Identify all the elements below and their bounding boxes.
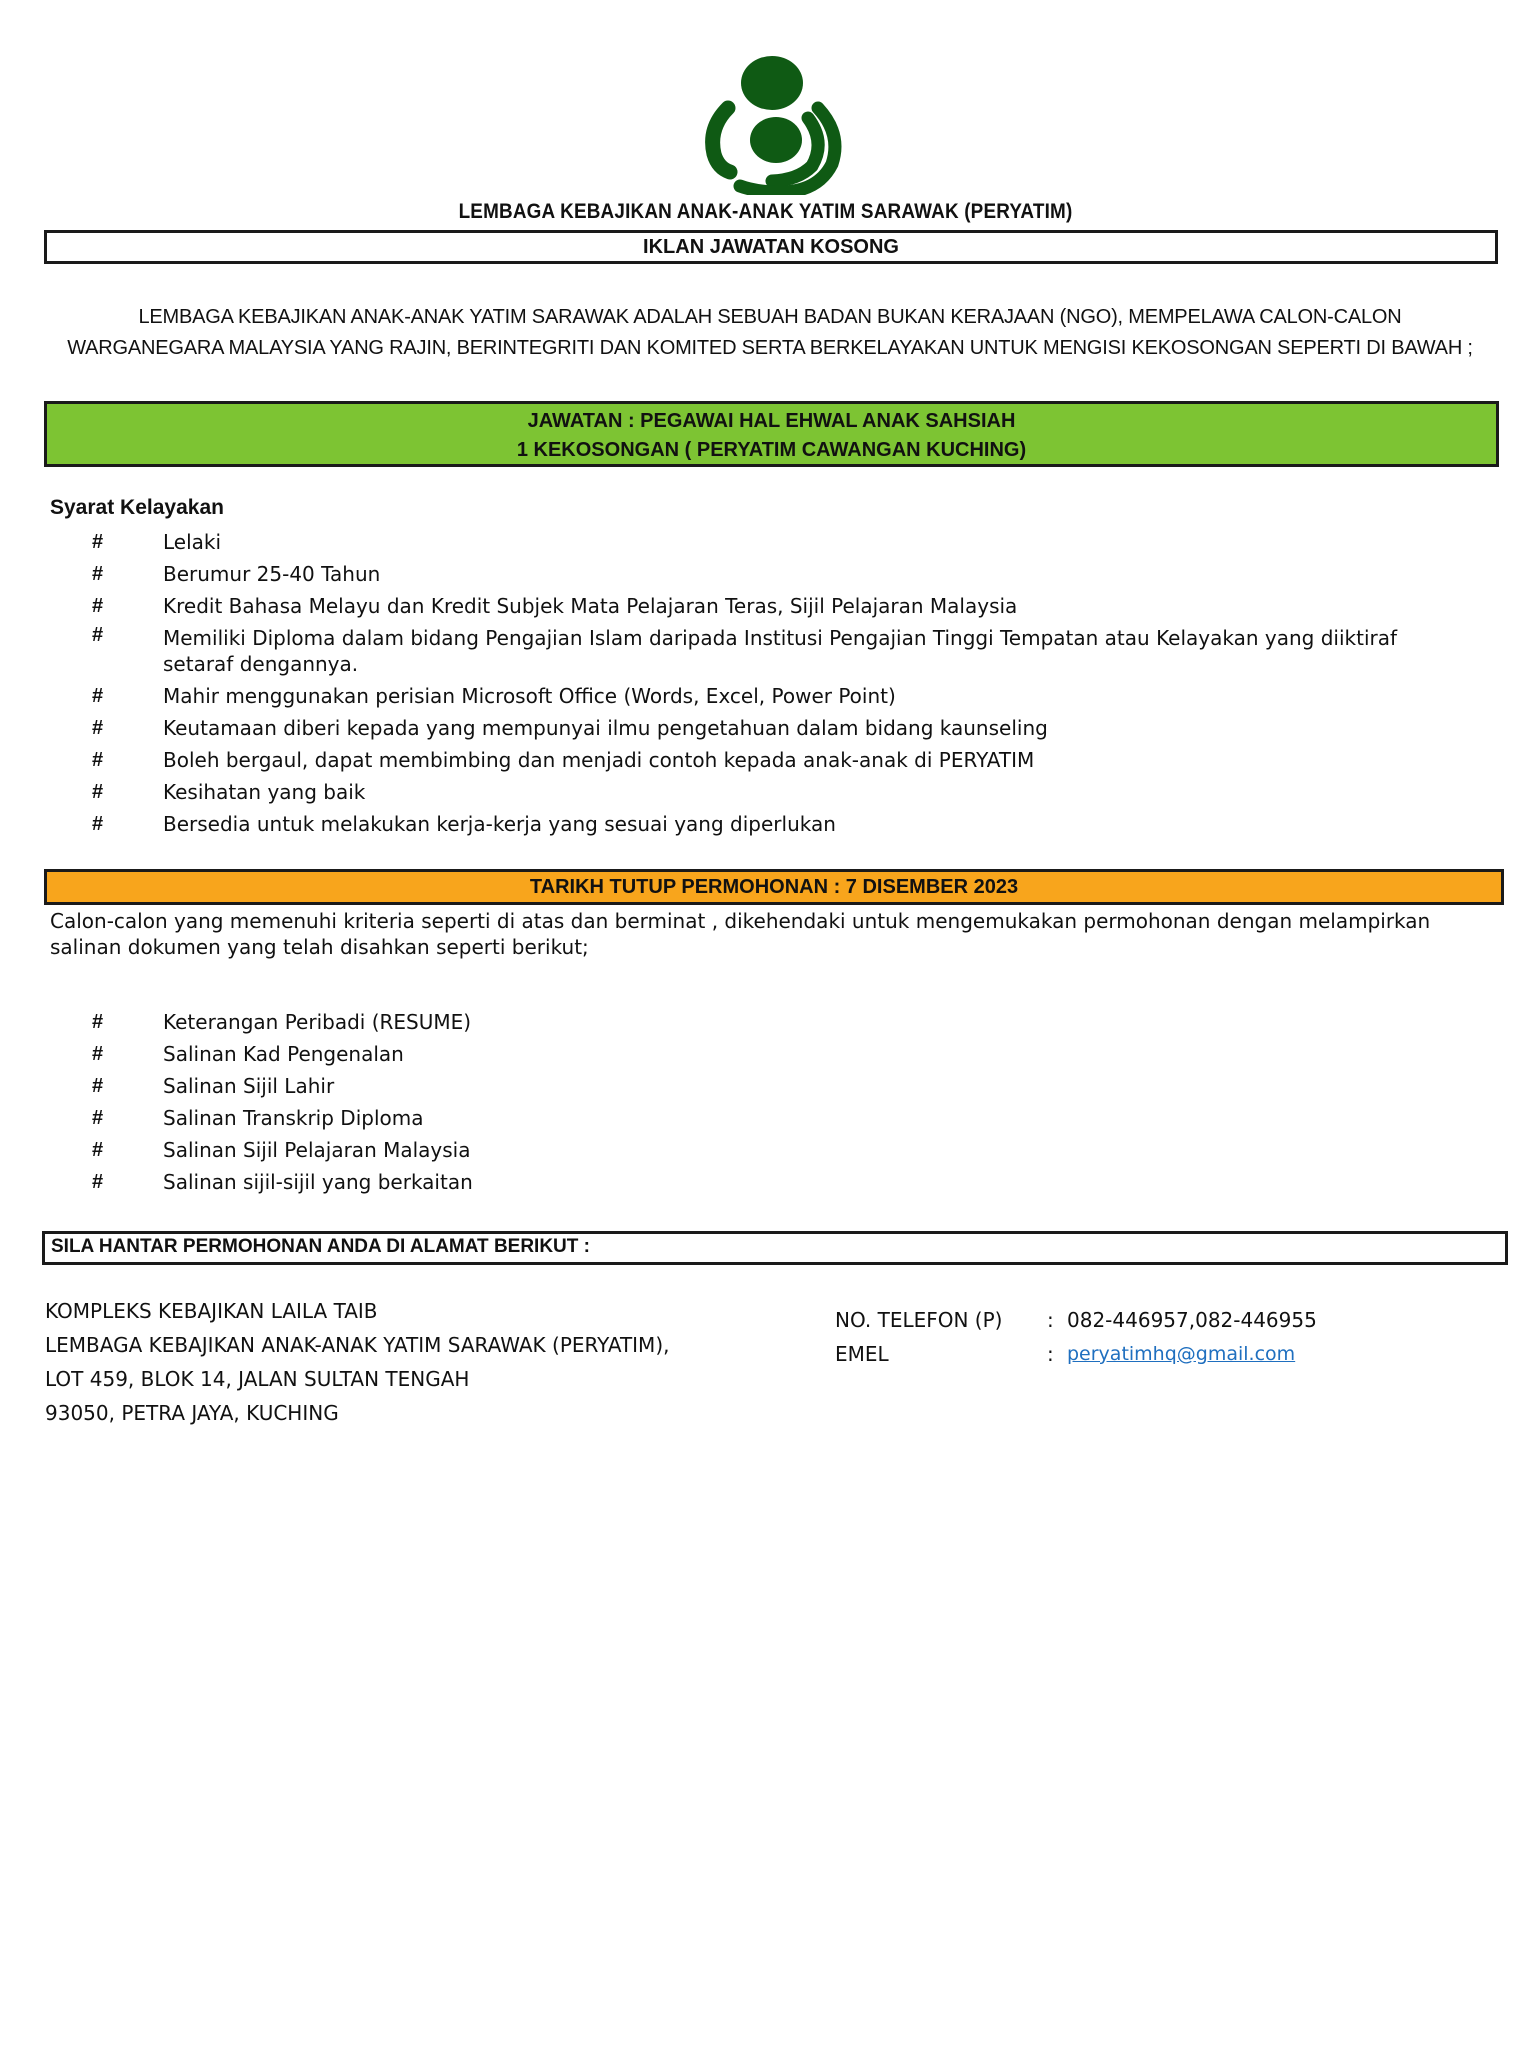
hash-bullet-icon: # <box>92 717 104 739</box>
notice-title: IKLAN JAWATAN KOSONG <box>643 236 899 258</box>
documents-list <box>0 1006 1463 1198</box>
hash-bullet-icon: # <box>92 624 104 646</box>
hash-bullet-icon: # <box>92 1043 104 1065</box>
deadline-label: TARIKH TUTUP PERMOHONAN : 7 DISEMBER 2023 <box>529 876 1019 898</box>
notice-title-box <box>44 230 1498 264</box>
requirement-text: Kesihatan yang baik <box>163 780 366 804</box>
list-item <box>0 1166 1463 1198</box>
address-line: LEMBAGA KEBAJIKAN ANAK-ANAK YATIM SARAWAK (PERYATIM), <box>45 1333 670 1357</box>
document-text: Salinan Sijil Pelajaran Malaysia <box>163 1138 471 1162</box>
organization-title: LEMBAGA KEBAJIKAN ANAK-ANAK YATIM SARAWAK (PERYATIM) <box>458 200 1073 223</box>
email-row <box>835 1337 1317 1371</box>
address-line: KOMPLEKS KEBAJIKAN LAILA TAIB <box>45 1299 378 1323</box>
hash-bullet-icon: # <box>92 531 104 553</box>
contact-info <box>835 1303 1317 1371</box>
list-item <box>0 712 1463 744</box>
requirement-text: Bersedia untuk melakukan kerja-kerja yang sesuai yang diperlukan <box>163 812 836 836</box>
list-item <box>0 1102 1463 1134</box>
document-text: Salinan Transkrip Diploma <box>163 1106 424 1130</box>
document-text: Salinan Kad Pengenalan <box>163 1042 404 1066</box>
logo-graphic <box>700 50 850 195</box>
position-title: JAWATAN : PEGAWAI HAL EHWAL ANAK SAHSIAH <box>527 410 1016 432</box>
requirement-text: Berumur 25-40 Tahun <box>163 562 381 586</box>
hash-bullet-icon: # <box>92 1107 104 1129</box>
phone-separator: : <box>1047 1308 1054 1332</box>
requirement-text: Lelaki <box>163 530 222 554</box>
email-separator: : <box>1047 1342 1054 1366</box>
hash-bullet-icon: # <box>92 563 104 585</box>
list-item <box>0 1006 1463 1038</box>
intro-paragraph: LEMBAGA KEBAJIKAN ANAK-ANAK YATIM SARAWAK ADALAH SEBUAH BADAN BUKAN KERAJAAN (NGO), MEMPELAWA CALON-CALON WARGANEGARA MALAYSIA YANG RAJIN, BERINTEGRITI DAN KOMITED SERTA BERKELAYAKAN UNTUK MENGISI KEKOSONGAN SEPERTI DI BAWAH ; <box>67 306 1473 359</box>
phone-row <box>835 1303 1317 1337</box>
submission-heading-box <box>42 1231 1508 1265</box>
hash-bullet-icon: # <box>92 813 104 835</box>
document-text: Keterangan Peribadi (RESUME) <box>163 1010 472 1034</box>
hash-bullet-icon: # <box>92 595 104 617</box>
list-item <box>0 1070 1463 1102</box>
hash-bullet-icon: # <box>92 781 104 803</box>
requirement-text: Mahir menggunakan perisian Microsoft Office (Words, Excel, Power Point) <box>163 684 896 708</box>
list-item <box>0 776 1463 808</box>
vacancy-count: 1 KEKOSONGAN ( PERYATIM CAWANGAN KUCHING) <box>516 439 1027 461</box>
mailing-address <box>45 1294 669 1430</box>
hash-bullet-icon: # <box>92 685 104 707</box>
position-banner <box>44 401 1499 467</box>
list-item <box>0 1134 1463 1166</box>
list-item <box>0 744 1463 776</box>
requirement-text: Memiliki Diploma dalam bidang Pengajian Islam daripada Institusi Pengajian Tinggi Tempatan atau Kelayakan yang diiktiraf setaraf dengannya. <box>163 626 1398 676</box>
application-instructions: Calon-calon yang memenuhi kriteria seperti di atas dan berminat , dikehendaki untuk mengemukakan permohonan dengan melampirkan salinan dokumen yang telah disahkan seperti berikut; <box>50 909 1431 959</box>
list-item <box>0 1038 1463 1070</box>
requirement-text: Boleh bergaul, dapat membimbing dan menjadi contoh kepada anak-anak di PERYATIM <box>163 748 1035 772</box>
requirements-heading: Syarat Kelayakan <box>50 496 224 519</box>
phone-label: NO. TELEFON (P) <box>835 1308 1003 1332</box>
email-label: EMEL <box>835 1342 889 1366</box>
document-text: Salinan Sijil Lahir <box>163 1074 335 1098</box>
email-link[interactable]: peryatimhq@gmail.com <box>1067 1343 1296 1365</box>
requirement-text: Keutamaan diberi kepada yang mempunyai ilmu pengetahuan dalam bidang kaunseling <box>163 716 1048 740</box>
hash-bullet-icon: # <box>92 749 104 771</box>
address-line: 93050, PETRA JAYA, KUCHING <box>45 1401 339 1425</box>
address-line: LOT 459, BLOK 14, JALAN SULTAN TENGAH <box>45 1367 470 1391</box>
peryatim-logo-icon <box>700 50 850 195</box>
hash-bullet-icon: # <box>92 1171 104 1193</box>
submission-heading: SILA HANTAR PERMOHONAN ANDA DI ALAMAT BERIKUT : <box>51 1236 590 1257</box>
requirements-list <box>0 526 1463 840</box>
list-item <box>0 622 1463 680</box>
phone-value: 082-446957,082-446955 <box>1067 1308 1317 1332</box>
hash-bullet-icon: # <box>92 1139 104 1161</box>
requirement-text: Kredit Bahasa Melayu dan Kredit Subjek Mata Pelajaran Teras, Sijil Pelajaran Malaysia <box>163 594 1018 618</box>
document-text: Salinan sijil-sijil yang berkaitan <box>163 1170 473 1194</box>
list-item <box>0 526 1463 558</box>
list-item <box>0 590 1463 622</box>
hash-bullet-icon: # <box>92 1075 104 1097</box>
list-item <box>0 680 1463 712</box>
list-item <box>0 808 1463 840</box>
deadline-banner <box>44 869 1504 905</box>
list-item <box>0 558 1463 590</box>
hash-bullet-icon: # <box>92 1011 104 1033</box>
